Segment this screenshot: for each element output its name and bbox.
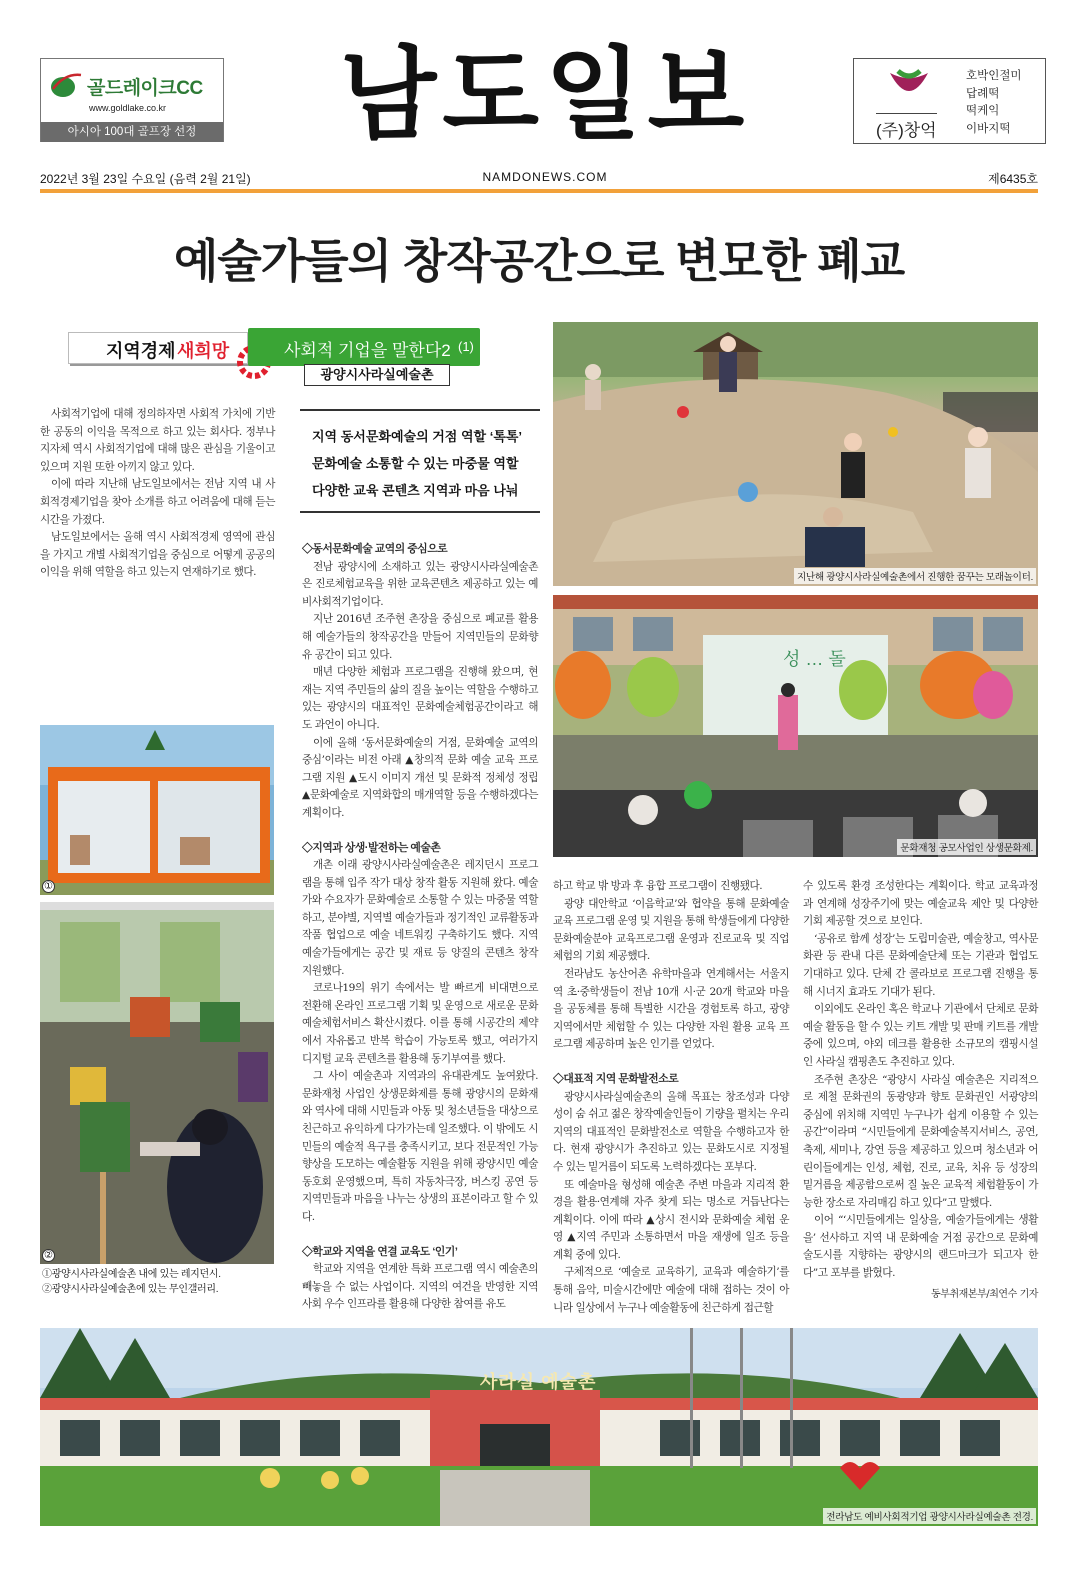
masthead-rule xyxy=(40,189,1038,193)
building-sign: 사라실 예술촌 xyxy=(480,1372,597,1392)
body-para: 조주현 촌장은 “광양시 사라실 예술촌은 지리적으로 제철 문화권의 동광양과 향토 문화권인 서광양의 중심에 위치해 지역민 누구나가 쉽게 이용할 수 있는 공간”이라며 “시민들에게 문화예술복지서비스, 공연, 축제, 세미나, 강연 등을 제공하고 있으며 청소년과 어린이들에게는 인성, 체험, 진로, 교육, 치유 등 성장의 밑거름을 제공함으로써 질 높은 교육적 체험활동이 가능한 장소로 자리매김 하고 있다”고 말했다. xyxy=(803,1073,1038,1209)
site-url[interactable]: NAMDONEWS.COM xyxy=(482,170,608,184)
photo-caption: 문화재청 공모사업인 상생문화제. xyxy=(897,839,1036,855)
body-para: 지난 2016년 조주현 촌장을 중심으로 폐교를 활용해 예술가들의 창작공간을 만들어 지역민들의 문화향유 공간이 되고 있다. xyxy=(302,613,538,661)
sand-play-scene xyxy=(553,322,1038,586)
panorama-scene xyxy=(40,1328,1038,1526)
intro-para: 남도일보에서는 올해 역시 사회적경제 영역에 관심을 가지고 개별 사회적기업을 중심으로 어떻게 공공의 이익을 위해 역할을 하고 있는지 연재하기로 했다. xyxy=(40,531,275,579)
body-para: 전라남도 농산어촌 유학마을과 연계해서는 서울지역 초·중학생들이 전남 10개 시·군 20개 학교와 마을을 공동체를 통해 특별한 시간을 경험토록 하고, 광양지역에서만 체험할 수 있는 다양한 자원 활용 교육 프로그램 제공하며 높은 인기를 얻었다. xyxy=(553,967,789,1051)
section-heading: ◇학교와 지역을 연결 교육도 ‘인기’ xyxy=(302,1245,458,1258)
headline: 예술가들의 창작공간으로 변모한 폐교 xyxy=(173,235,905,287)
product-item: 떡케익 xyxy=(966,103,1000,117)
photo-caption: ①광양시사라실예술촌 내에 있는 레지던시. xyxy=(42,1269,221,1280)
gallery-scene xyxy=(40,902,274,1264)
pull-quote-box xyxy=(300,409,540,513)
product-item: 호박인절미 xyxy=(966,68,1022,82)
changeok-name: (주)창억 xyxy=(876,113,937,141)
body-para: 광양 대안학교 ‘이음학교’와 협약을 통해 문화예술 교육 프로그램 운영 및 지원을 통해 학생들에게 다양한 문화예술분야 교육프로그램 운영과 진로교육 및 직업 체험의 기회 제공했다. xyxy=(553,897,789,963)
body-para: ‘공유로 함께 성장’는 도립미술관, 예술창고, 역사문화관 등 관내 다른 문화예술단체 또는 기관과 협업도 기대하고 있다. 단체 간 콜라보로 프로그램 진행을 통해 시너지 효과도 기대가 된다. xyxy=(803,932,1038,998)
body-para: 학교와 지역을 연계한 특화 프로그램 역시 예술촌의 빼놓을 수 없는 사업이다. 지역의 여건을 반영한 지역사회 우수 인프라를 활용해 다양한 참여를 유도 xyxy=(302,1263,538,1311)
series-subject: 광양시사라실예술촌 xyxy=(304,364,450,386)
column-2-text xyxy=(302,529,538,1314)
left-photo-captions xyxy=(42,1267,221,1297)
body-para: 코로나19의 위기 속에서는 발 빠르게 비대면으로 전환해 온라인 프로그램 기획 및 운영으로 새로운 문화예술체험서비스 확산시켰다. 이를 통해 시공간의 제약에서 자유롭고 반복 학습이 가능토록 했고, 여러가지 디지털 교육 콘텐츠를 활용해 동기부여를 했다. xyxy=(302,982,538,1065)
pull-quote-line: 다양한 교육 콘텐츠 지역과 마음 나눠 xyxy=(312,483,519,498)
body-para: 광양시사라실예술촌의 올해 목표는 창조성과 다양성이 숨 쉬고 젊은 창작예술인들이 기량을 펼치는 우리 지역의 대표적인 문화발전소로 역할을 수행하고자 한다. 현재 광양시가 추진하고 있는 문화도시로 지정될 수 있는 밑거름이 되도록 노력하겠다는 포부다. xyxy=(553,1090,789,1173)
body-para: 개촌 이래 광양시사라실예술촌은 레지던시 프로그램을 통해 입주 작가 대상 창작 활동 지원해 왔다. 예술가와 수요자가 문화예술로 소통할 수 있는 마중물 역할하고, 분야별, 지역별 예술가들과 정기적인 교류활동과 작품 협업으로 예술 네트워킹 구축하기도 했다. 지역 예술가들에게는 공간 및 재료 등 양질의 콘텐츠 창작 지원했다. xyxy=(302,859,538,977)
body-para: 하고 학교 밖 방과 후 융합 프로그램이 진행됐다. xyxy=(553,880,763,892)
stage-banner-text: 성 … 돌 xyxy=(783,649,846,669)
ad-changeok[interactable] xyxy=(853,58,1046,144)
section-heading: ◇동서문화예술 교역의 중심으로 xyxy=(302,543,448,555)
newspaper-title: 남도일보 xyxy=(339,39,751,151)
goldlake-tagline: 아시아 100대 골프장 선정 xyxy=(41,122,223,142)
photo-stage xyxy=(553,595,1038,857)
photo-number: ② xyxy=(42,1249,55,1262)
photo-gallery xyxy=(40,902,274,1264)
photo-residency xyxy=(40,725,274,895)
photo-caption: 지난해 광양시사라실예술촌에서 진행한 꿈꾸는 모래놀이터. xyxy=(794,568,1036,584)
pull-quote-line: 지역 동서문화예술의 거점 역할 ‘톡톡’ xyxy=(312,429,523,444)
body-para: 수 있도록 환경 조성한다는 계획이다. 학교 교육과정과 연계해 성장주기에 맞는 예술교육 제안 및 다양한 기회 제공할 것으로 보인다. xyxy=(803,880,1038,928)
changeok-products xyxy=(966,67,1022,137)
photo-number: ① xyxy=(42,880,55,893)
pull-quote-line: 문화예술 소통할 수 있는 마중물 역할 xyxy=(312,456,519,471)
product-item: 답례떡 xyxy=(966,85,1000,100)
body-para: 이어 “‘시민들에게는 일상을, 예술가들에게는 생활을’ 선사하고 지역 내 문화예술 거점 공간으로 문화예술도시를 지향하는 광양시의 랜드마크가 되고자 한다”고 포부를 밝혔다. xyxy=(803,1214,1038,1280)
body-para: 매년 다양한 체험과 프로그램을 진행해 왔으며, 현재는 지역 주민들의 삶의 질을 높이는 역할을 수행하고 있는 광양시의 대표적인 문화예술체험공간이라고 해도 과언이 아니다. xyxy=(302,666,538,731)
photo-sand-play xyxy=(553,322,1038,586)
goldlake-brand: 골드레이크CC xyxy=(87,78,203,99)
body-para: 전남 광양시에 소재하고 있는 광양시사라실예술촌은 진로체험교육을 위한 교육콘텐츠 제공하고 있는 예비사회적기업이다. xyxy=(302,560,538,608)
body-para: 구체적으로 ‘예술로 교육하기, 교육과 예술하기’를 통해 음악, 미술시간에만 예술에 대해 접하는 것이 아니라 일상에서 누구나 예술활동에 친근하게 접근할 xyxy=(553,1266,789,1314)
column-3-text xyxy=(553,878,789,1317)
body-para: 그 사이 예술촌과 지역과의 유대관계도 높여왔다. 문화재청 사업인 상생문화제를 통해 광양시의 문화재와 역사에 대해 시민들과 아동 및 청소년들을 대상으로 친근하고 유익하게 다가가는데 일조했다. 이 밖에도 시민들의 예술적 욕구를 충족시키고, 보다 전문적인 가능향상을 도모하는 예술활동 지원을 위해 광양시민 예술동호회 운영했으며, 특히 자동차극장, 버스킹 공연 등 지역민들과 마음을 나누는 상생의 표본이라고 할 수 있다. xyxy=(302,1070,538,1223)
issue-date: 2022년 3월 23일 수요일 (음력 2월 21일) xyxy=(40,172,251,186)
body-para: 이에 올해 ‘동서문화예술의 거점, 문화예술 교역의 중심’이라는 비전 아래 ▲창의적 문화 예술 교육 프로그램 지원 ▲도시 이미지 개선 및 문화적 정체성 정립 ▲문화예술로 지역화합의 매개역할 등을 수행하겠다는 계획이다. xyxy=(302,736,538,819)
body-para: 이외에도 온라인 혹은 학교나 기관에서 단체로 문화예술 활동을 할 수 있는 키트 개발 및 판매 키트를 개발 중에 있으며, 야외 데크를 활용한 소규모의 캠핑시설인 사라실 캠핑촌도 추진하고 있다. xyxy=(803,1003,1038,1068)
series-label-red: 새희망 xyxy=(177,341,230,361)
intro-para: 사회적기업에 대해 정의하자면 사회적 가치에 기반한 공동의 이익을 목적으로 하고 있는 회사다. 정부나 지자체 역시 사회적기업에 대해 많은 관심을 기울이고 있으며 지원 또한 아끼지 않고 있다. xyxy=(40,408,275,473)
intro-text xyxy=(40,406,275,582)
body-para: 또 예술마을 형성해 예술촌 주변 마을과 지리적 환경을 활용·연계해 자주 찾게 되는 명소로 거듭난다는 계획이다. 이에 따라 ▲상시 전시와 문화예술 체험 운영 ▲지역 주민과 소통하면서 마을 재생에 일조 등을 계획 중에 있다. xyxy=(553,1178,789,1261)
series-banner xyxy=(68,328,480,388)
product-item: 이바지떡 xyxy=(966,120,1011,135)
photo-caption: 전라남도 예비사회적기업 광양시사라실예술촌 전경. xyxy=(823,1508,1036,1524)
byline: 동부취재본부/최연수 기자 xyxy=(931,1288,1038,1300)
photo-caption: ②광양시사라실예술촌에 있는 무인갤러리. xyxy=(42,1284,219,1295)
residency-scene xyxy=(40,725,274,895)
goldlake-url: www.goldlake.co.kr xyxy=(89,103,167,113)
issue-number: 제6435호 xyxy=(988,172,1038,186)
series-title: 사회적 기업을 말한다2 xyxy=(284,341,451,360)
section-heading: ◇대표적 지역 문화발전소로 xyxy=(553,1072,679,1085)
photo-panorama xyxy=(40,1328,1038,1526)
ad-goldlake[interactable] xyxy=(40,58,224,142)
goldlake-logo-icon xyxy=(49,69,83,99)
stage-scene xyxy=(553,595,1038,857)
column-4-text xyxy=(803,878,1038,1303)
intro-para: 이에 따라 지난해 남도일보에서는 전남 지역 내 사회적경제기업을 찾아 소개를 하고 어려움에 대해 듣는 시간을 가졌다. xyxy=(40,478,275,526)
changeok-logo-icon xyxy=(888,69,930,105)
series-number: (1) xyxy=(458,339,474,354)
series-label-black: 지역경제 xyxy=(106,341,176,361)
section-heading: ◇지역과 상생·발전하는 예술촌 xyxy=(302,841,441,854)
